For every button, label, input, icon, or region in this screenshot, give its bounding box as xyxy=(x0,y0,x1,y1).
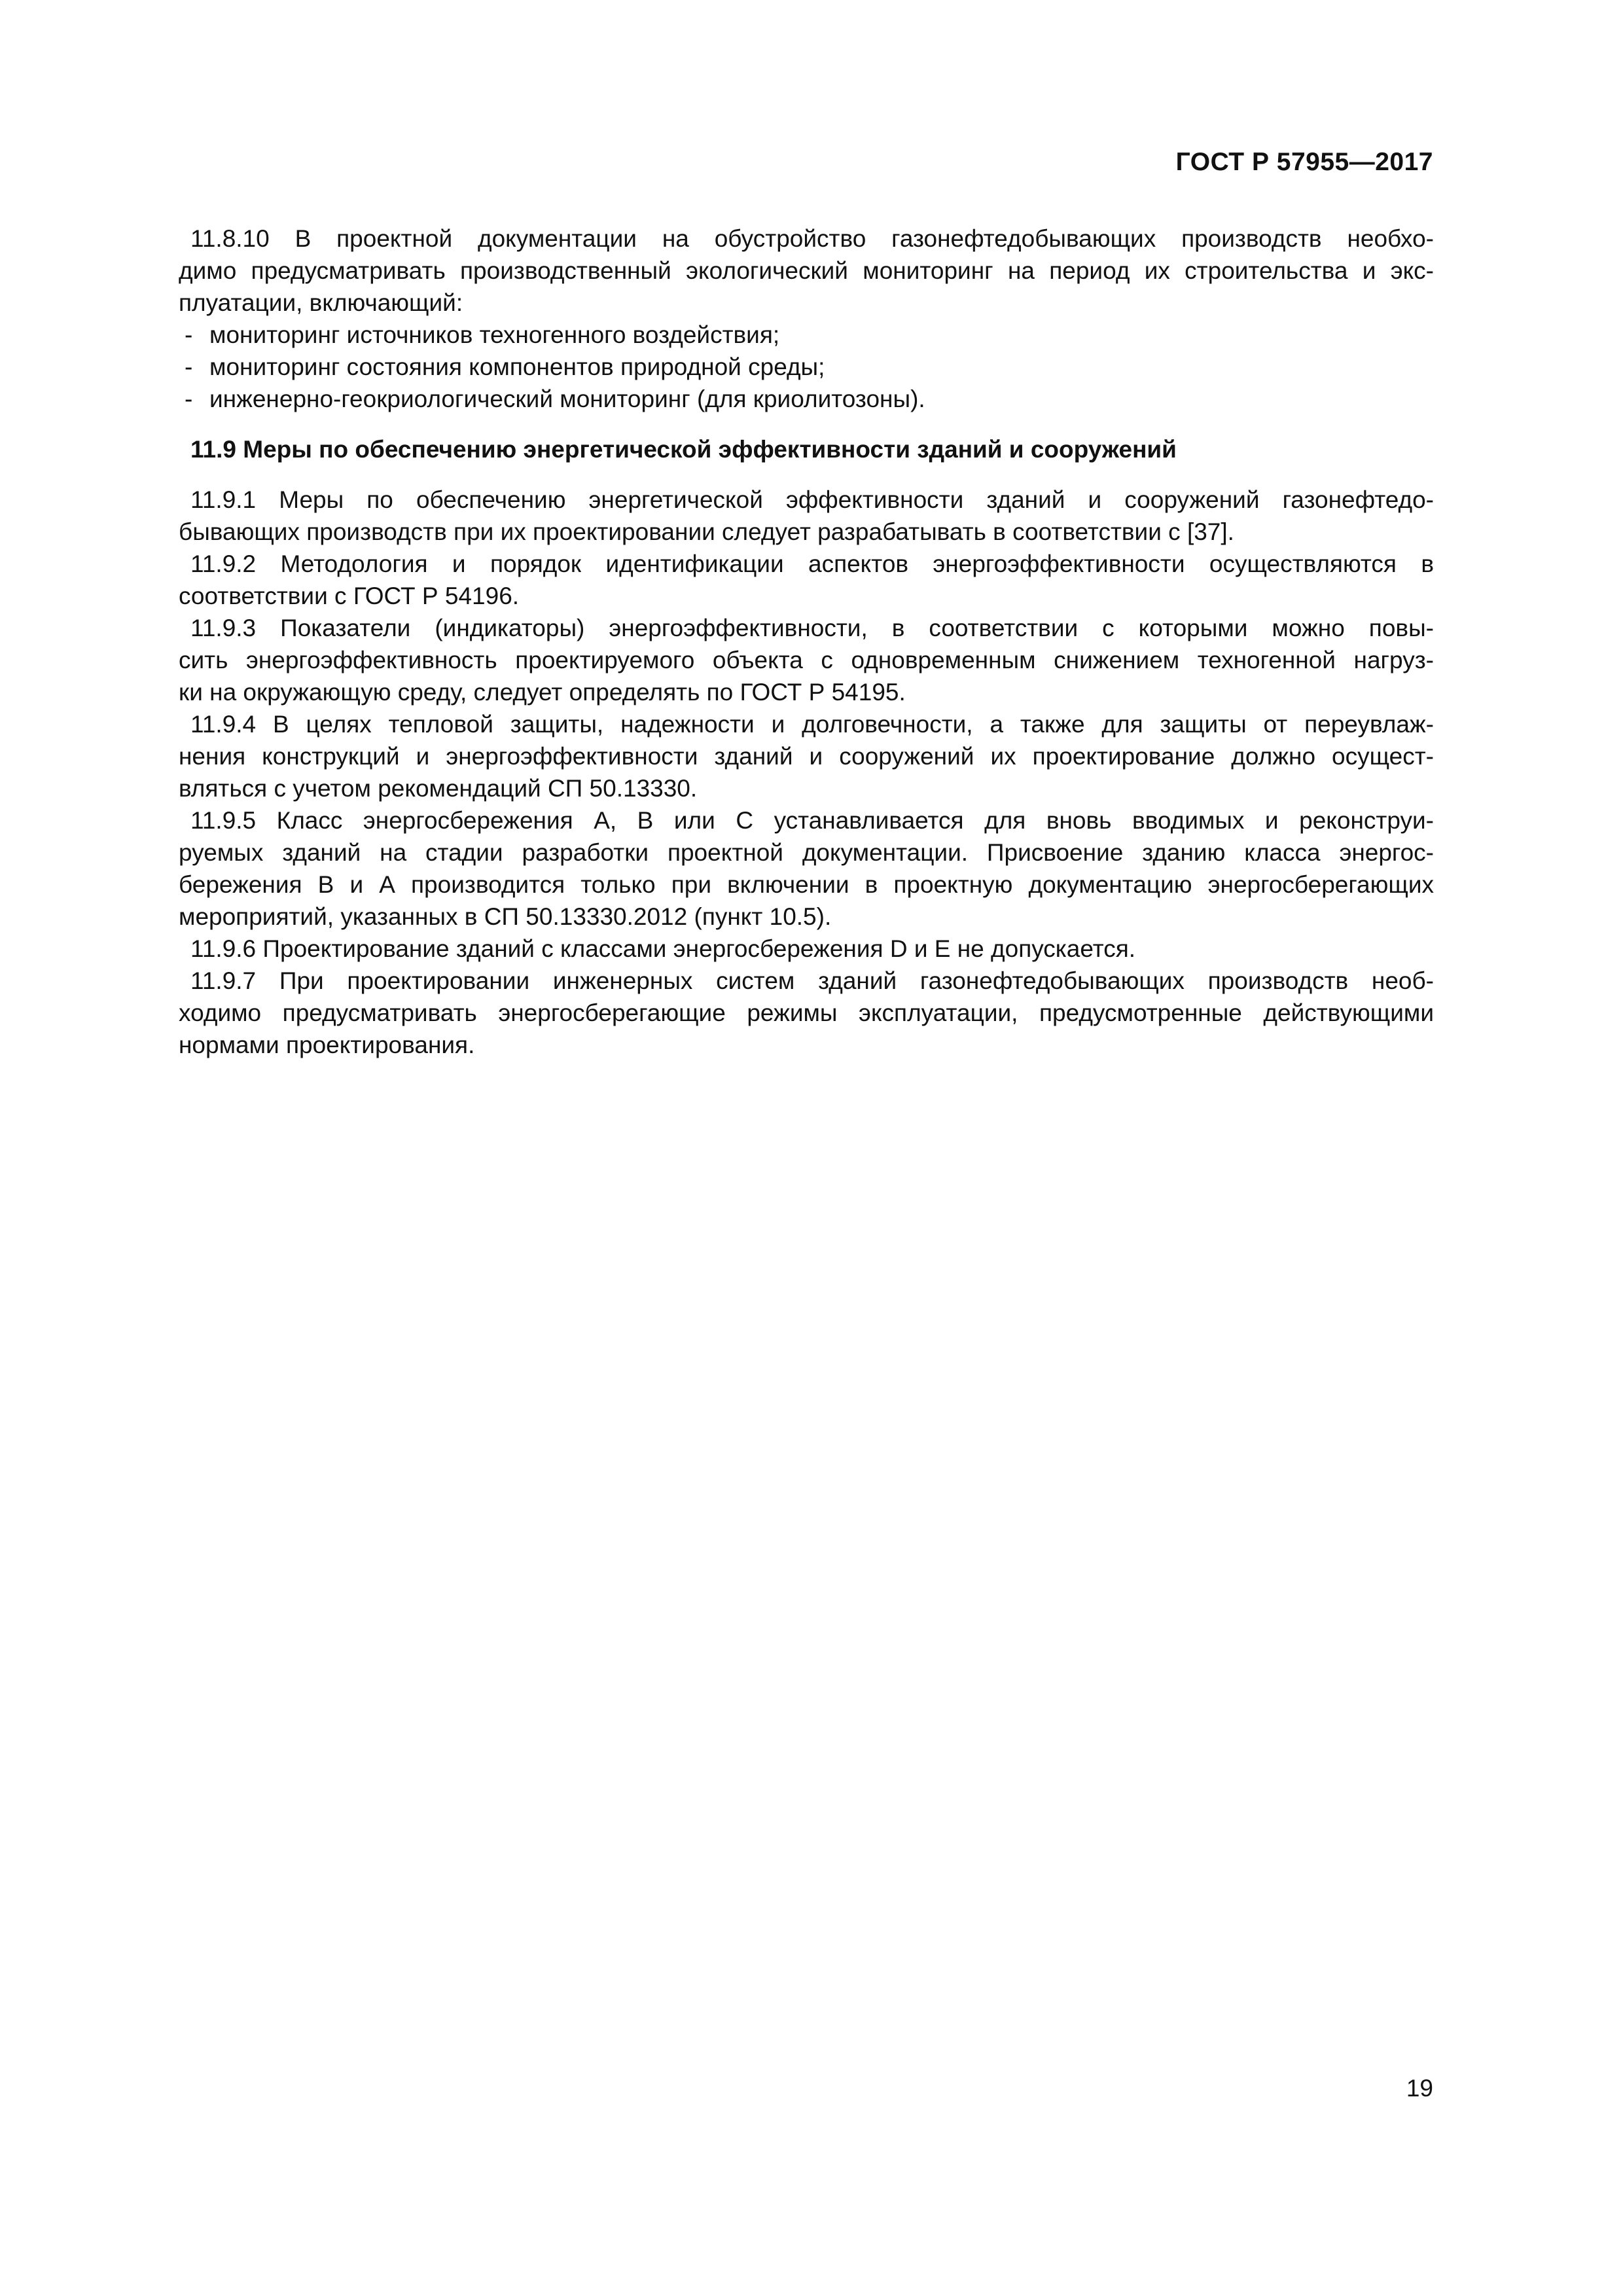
paragraph-line: 11.9.2 Методология и порядок идентификации аспектов энергоэффективности осуществляются в xyxy=(190,550,1434,577)
paragraph-11-9-3 xyxy=(179,612,1434,708)
section-heading-11-9: 11.9 Меры по обеспечению энергетической эффективности зданий и сооружений xyxy=(190,436,1177,463)
dash-bullet-icon: - xyxy=(185,321,193,348)
list-item-text: мониторинг источников техногенного воздействия; xyxy=(209,321,780,348)
paragraph-11-9-7 xyxy=(179,965,1434,1061)
paragraph-line: 11.9.6 Проектирование зданий с классами энергосбережения D и Е не допускается. xyxy=(190,935,1136,962)
paragraph-line: нормами проектирования. xyxy=(179,1031,475,1058)
paragraph-line: нения конструкций и энергоэффективности зданий и сооружений их проектирование должно осущест- xyxy=(179,743,1434,770)
dash-bullet-icon: - xyxy=(185,353,193,380)
list-item xyxy=(179,383,1434,415)
paragraph-line: 11.9.7 При проектировании инженерных систем зданий газонефтедобывающих производств необ- xyxy=(190,967,1434,994)
document-code-header: ГОСТ Р 57955—2017 xyxy=(1175,148,1433,176)
paragraph-11-8-10 xyxy=(179,223,1434,415)
paragraph-line: 11.9.4 В целях тепловой защиты, надежности и долговечности, а также для защиты от переувлаж- xyxy=(190,711,1434,738)
paragraph-line: соответствии с ГОСТ Р 54196. xyxy=(179,583,520,609)
paragraph-line: 11.8.10 В проектной документации на обустройство газонефтедобывающих производств необхо- xyxy=(190,225,1434,252)
page-number: 19 xyxy=(1406,2075,1433,2102)
paragraph-line: вляться с учетом рекомендаций СП 50.13330. xyxy=(179,775,698,802)
paragraph-line: димо предусматривать производственный экологический мониторинг на период их строительства и экс- xyxy=(179,257,1434,284)
list-item xyxy=(179,319,1434,351)
paragraph-11-9-6 xyxy=(179,933,1434,965)
paragraph-line: ки на окружающую среду, следует определять по ГОСТ Р 54195. xyxy=(179,679,906,706)
paragraph-line: 11.9.3 Показатели (индикаторы) энергоэффективности, в соответствии с которыми можно повы- xyxy=(190,615,1434,641)
list-item xyxy=(179,351,1434,383)
paragraph-line: ходимо предусматривать энергосберегающие режимы эксплуатации, предусмотренные действующими xyxy=(179,999,1434,1026)
paragraph-line: руемых зданий на стадии разработки проектной документации. Присвоение зданию класса энергос- xyxy=(179,839,1434,866)
list-item-text: инженерно-геокриологический мониторинг (для криолитозоны). xyxy=(209,386,925,412)
paragraph-11-9-2 xyxy=(179,548,1434,612)
paragraph-11-9-1 xyxy=(179,484,1434,548)
paragraph-line: мероприятий, указанных в СП 50.13330.2012 (пункт 10.5). xyxy=(179,903,832,930)
paragraph-line: бережения В и А производится только при включении в проектную документацию энергосберегающих xyxy=(179,871,1434,898)
monitoring-list xyxy=(179,319,1434,415)
paragraph-line: 11.9.1 Меры по обеспечению энергетической эффективности зданий и сооружений газонефтедо- xyxy=(190,486,1434,513)
paragraph-line: 11.9.5 Класс энергосбережения А, В или С устанавливается для вновь вводимых и реконструи- xyxy=(190,807,1434,834)
paragraph-11-9-5 xyxy=(179,804,1434,933)
document-body xyxy=(179,223,1434,1061)
list-item-text: мониторинг состояния компонентов природной среды; xyxy=(209,353,825,380)
paragraph-11-9-4 xyxy=(179,708,1434,804)
paragraph-line: плуатации, включающий: xyxy=(179,289,463,316)
paragraph-line: бывающих производств при их проектировании следует разрабатывать в соответствии с [37]. xyxy=(179,518,1234,545)
dash-bullet-icon: - xyxy=(185,386,193,412)
paragraph-line: сить энергоэффективность проектируемого объекта с одновременным снижением техногенной нагруз- xyxy=(179,647,1434,673)
